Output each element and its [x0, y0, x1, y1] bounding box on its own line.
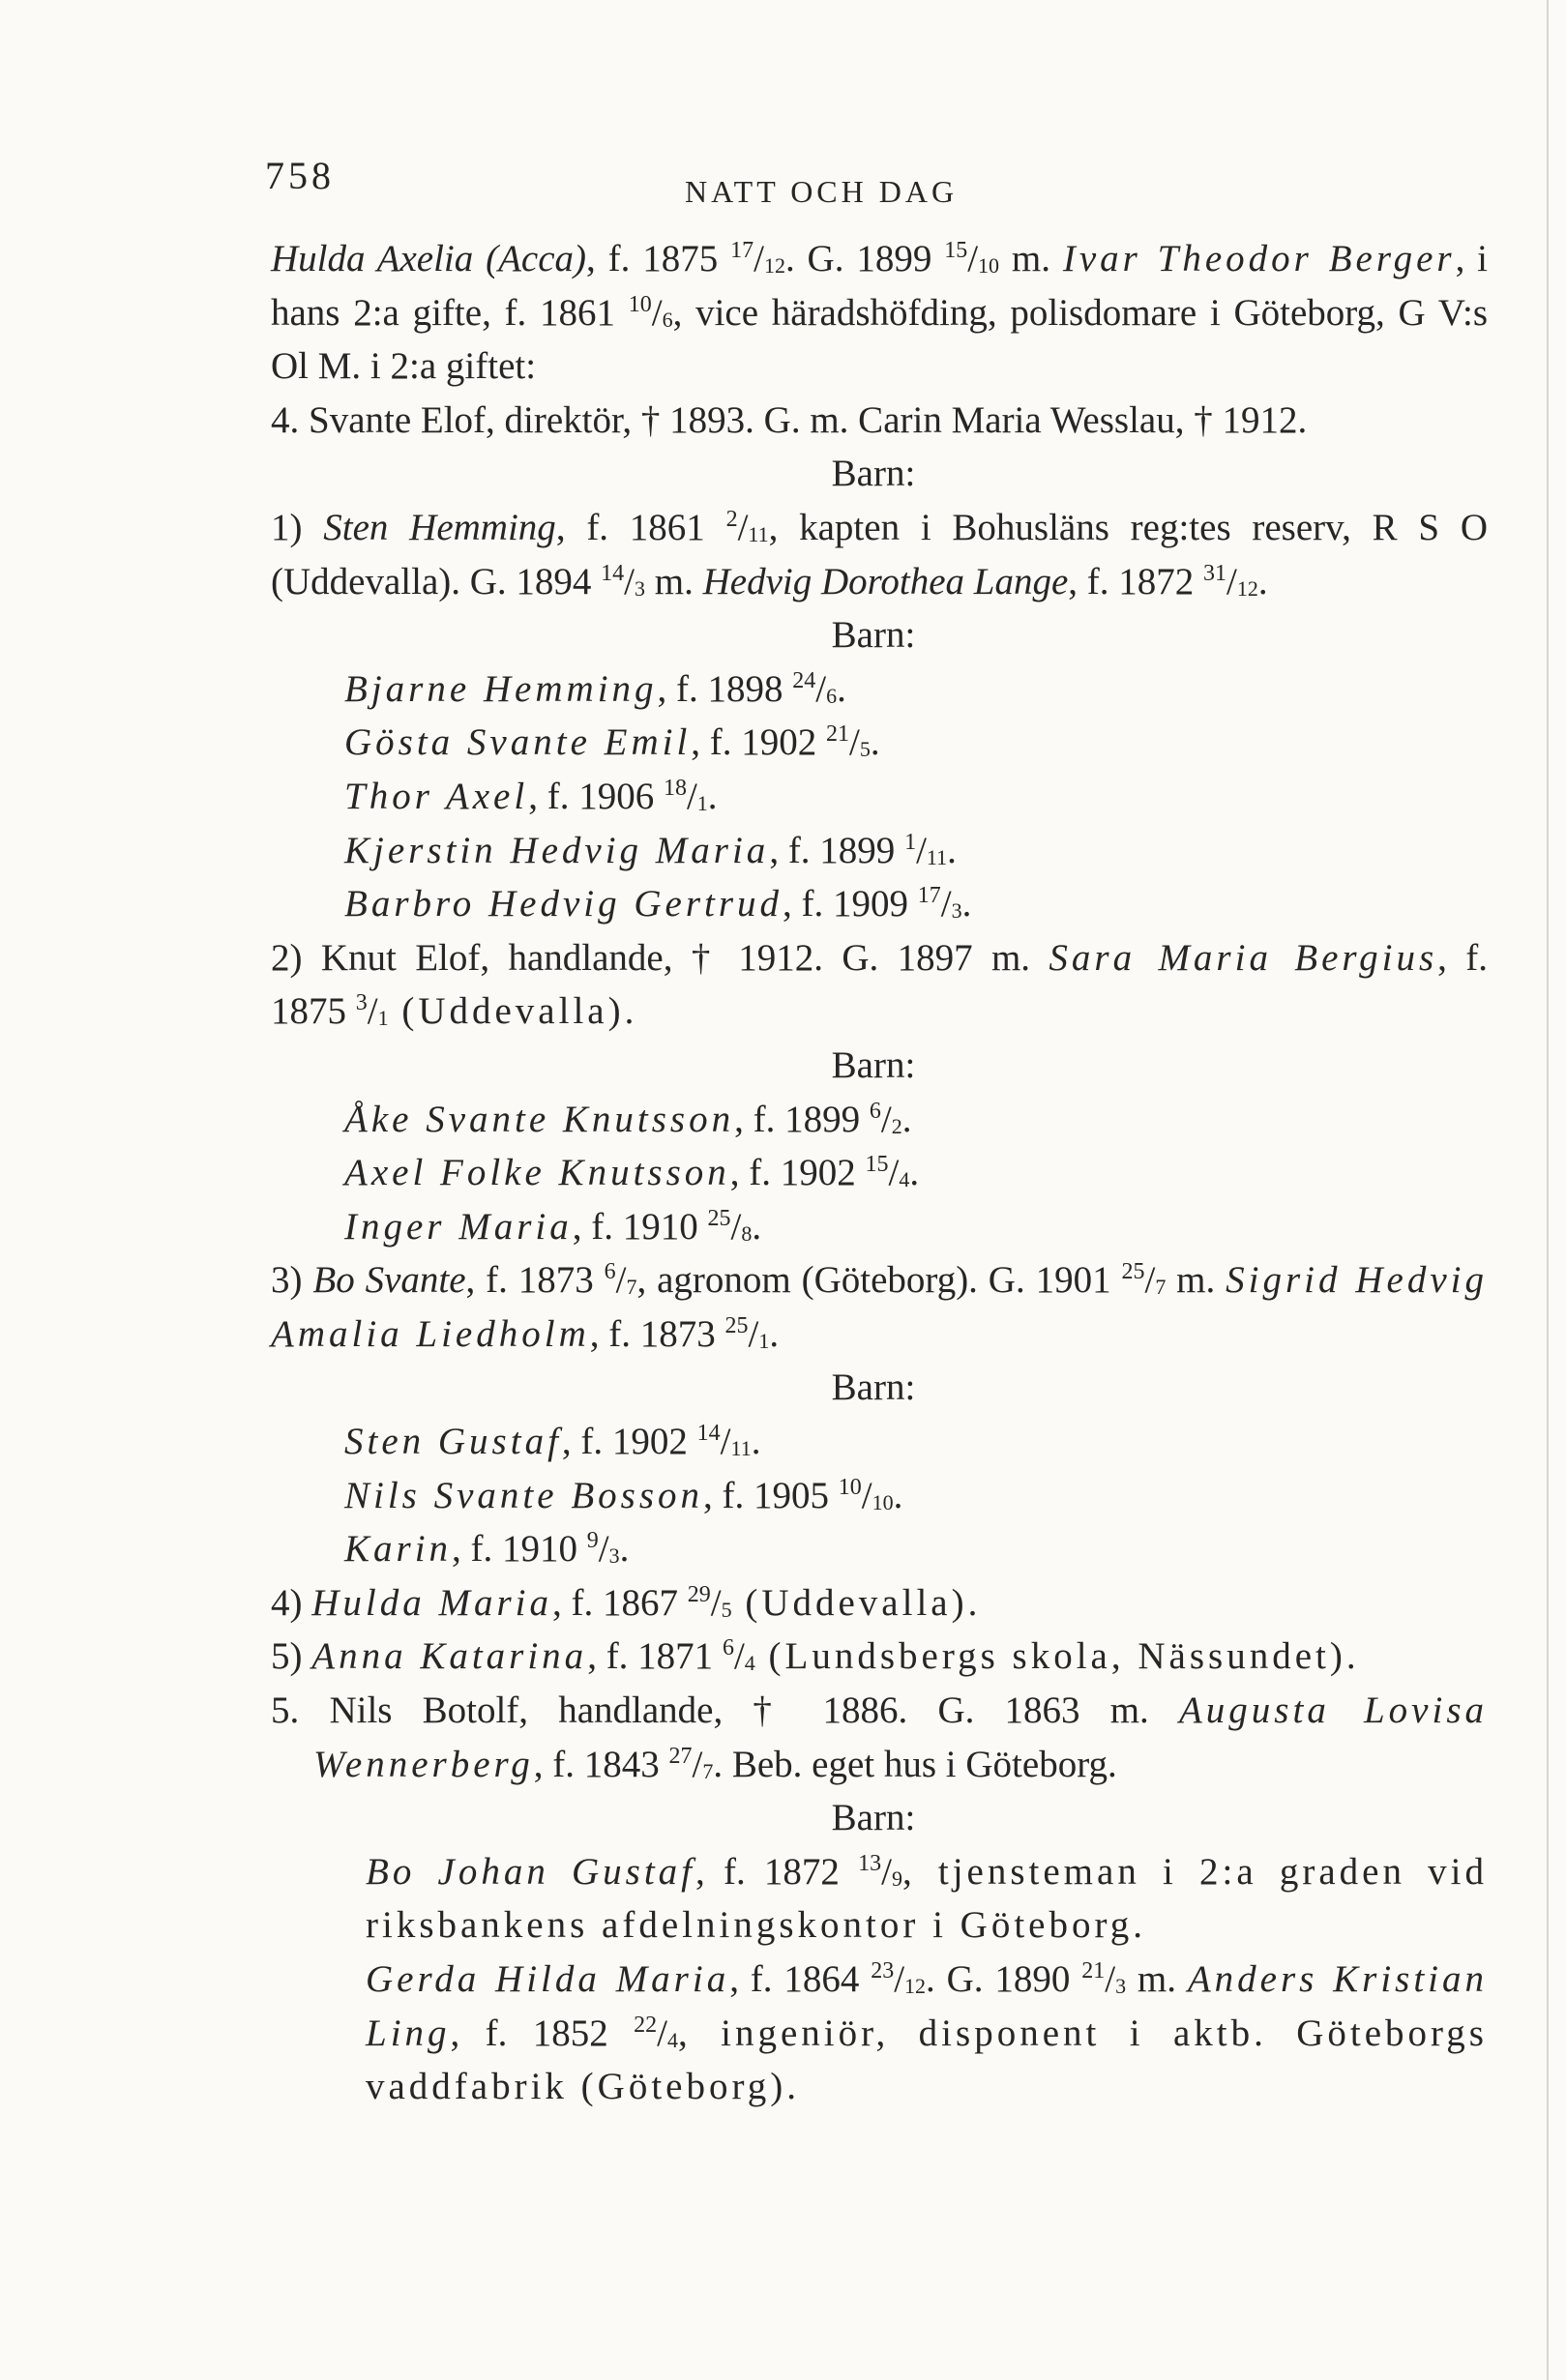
birth-day: 18 [663, 775, 687, 801]
entry-end: . [901, 1098, 912, 1140]
entry-number: 3) [271, 1259, 303, 1302]
marriage-text: . G. 1890 [926, 1958, 1071, 2000]
entry-text: Knut Elof, handlande, † 1912. G. 1897 m. [320, 936, 1031, 979]
birth-month: 5 [859, 737, 871, 762]
entry-bo-svante: 3) Bo Svante, f. 1873 $^6/_7$, agronom (Göteborg). G. 1901 $^{25}/_7$ m. Sigrid Hedvig Amalia Liedholm, f. 1873 $^{25}/_1$. [271, 1259, 1488, 1355]
spouse-name: Augusta Lovisa Wennerberg [313, 1690, 1489, 1785]
person-name: Gösta Svante Emil [344, 721, 692, 764]
birth-day: 6 [869, 1098, 881, 1124]
birth-day: 14 [696, 1421, 721, 1447]
child-entry: Kjerstin Hedvig Maria, f. 1899 $^1/_{11}$. [344, 829, 957, 871]
spouse-birth-month: 7 [702, 1758, 714, 1783]
person-name: Bo Svante [312, 1259, 466, 1302]
spouse-birth-day: 22 [634, 2012, 658, 2038]
birth-text: , f. 1872 [695, 1850, 840, 1893]
child-entry: Barbro Hedvig Gertrud, f. 1909 $^{17}/_3$. [344, 883, 972, 926]
marriage-month: 10 [978, 253, 1000, 278]
child-entry: Bo Johan Gustaf, f. 1872 $^{13}/_9$, tjensteman i 2:a graden vid riksbankens afdelningskontor i Göteborg. [366, 1850, 1488, 1947]
entry-knut-elof: 2) Knut Elof, handlande, † 1912. G. 1897 m. Sara Maria Bergius, f. 1875 $^3/_1$ (Uddevalla). [271, 936, 1489, 1033]
spouse-occupation: , ingeniör, disponent i aktb. Göteborgs vaddfabrik (Göteborg). [366, 2012, 1488, 2108]
entry-number: 4) [271, 1581, 303, 1624]
person-name: Axel Folke Knutsson [344, 1152, 730, 1194]
birth-month: 12 [763, 253, 785, 278]
birth-month: 4 [744, 1651, 755, 1676]
page-number: 758 [265, 154, 335, 197]
spouse-details: , f. 1852 [450, 2012, 608, 2054]
entry-svante-elof [259, 394, 1488, 448]
entry-number: 5. [271, 1690, 300, 1732]
person-name: Thor Axel [344, 775, 529, 817]
birth-text: , f. 1910 [452, 1528, 578, 1571]
birth-day: 21 [826, 721, 850, 748]
birth-text: , f. 1902 [691, 721, 817, 764]
person-name: Hulda Axelia (Acca) [271, 238, 587, 279]
entry-text: Svante Elof, direktör, † 1893. G. m. Carin Maria Wesslau, † 1912. [309, 398, 1308, 441]
birth-text: , f. 1861 [555, 506, 705, 548]
birth-day: 24 [792, 667, 816, 693]
marriage-day: 14 [601, 560, 625, 586]
entry-details: , kapten i Bohusläns reg:tes reserv, R S O (Uddevalla). G. 1894 [271, 506, 1489, 602]
person-name: Hulda Maria [311, 1581, 552, 1624]
entry-sten-hemming: 1) Sten Hemming, f. 1861 $^2/_{11}$, kapten i Bohusläns reg:tes reserv, R S O (Uddevalla). G. 1894 $^{14}/_3$ m. Hedvig Dorothea Lange, f. 1872 $^{31}/_{12}$. [271, 506, 1489, 602]
birth-month: 1 [696, 790, 708, 815]
entry-hulda-maria: 4) Hulda Maria, f. 1867 $^{29}/_5$ (Uddevalla). [271, 1581, 982, 1624]
birth-month: 12 [904, 1974, 927, 1998]
marriage-to: m. [1126, 1958, 1176, 2000]
spouse-place: (Uddevalla). [388, 990, 638, 1033]
spouse-name: Ivar Theodor Berger [1062, 238, 1456, 279]
person-name: Nils Svante Bosson [344, 1474, 703, 1516]
entry-number: 5) [271, 1635, 303, 1678]
spouse-name: Anders Kristian Ling [366, 1958, 1489, 2054]
birth-day: 9 [586, 1528, 599, 1554]
person-name: Gerda Hilda Maria [366, 1958, 730, 2000]
entry-hulda-axelia: Hulda Axelia (Acca), f. 1875 $^{17}/_{12}$. G. 1899 $^{15}/_{10}$ m. Ivar Theodor Berger, i hans 2:a gifte, f. 1861 $^{10}/_6$, vice häradshöfding, polisdomare i Göteborg, G V:s Ol M. i 2:a giftet: [271, 238, 1489, 388]
birth-month: 2 [891, 1113, 902, 1138]
spouse-birth-month: 1 [758, 1328, 770, 1353]
entry-nils-botolf: 5. Nils Botolf, handlande, † 1886. G. 1863 m. Augusta Lovisa Wennerberg, f. 1843 $^{27}/_7$. Beb. eget hus i Göteborg. [271, 1690, 1489, 1785]
spouse-birth-day: 27 [668, 1743, 693, 1769]
child-entry: Inger Maria, f. 1910 $^{25}/_8$. [344, 1205, 762, 1248]
marriage-month: 3 [1115, 1974, 1127, 1998]
spouse-birth-day: 10 [628, 291, 652, 317]
birth-day: 2 [725, 506, 738, 532]
entry-end: . [909, 1152, 920, 1194]
spouse-details: , f. 1873 [589, 1312, 716, 1355]
birth-text: , f. 1906 [528, 775, 655, 817]
spouse-details: , i hans 2:a gifte, f. 1861 [271, 238, 1489, 334]
entry-number: 1) [271, 506, 303, 548]
person-name: Inger Maria [344, 1205, 573, 1248]
birth-text: , f. 1905 [703, 1474, 829, 1516]
person-name: Kjerstin Hedvig Maria [344, 829, 770, 871]
entry-end: . [619, 1528, 630, 1571]
book-page [259, 145, 1488, 2114]
spouse-birth-day: 25 [724, 1312, 749, 1338]
child-entry: Thor Axel, f. 1906 $^{18}/_1$. [344, 775, 718, 817]
spouse-birth-month: 6 [662, 307, 673, 332]
person-name: Sten Hemming [323, 506, 556, 548]
birth-day: 15 [865, 1152, 889, 1178]
spouse-name: Sara Maria Bergius [1049, 936, 1438, 979]
birth-day: 17 [730, 238, 754, 263]
birth-day: 25 [707, 1205, 731, 1231]
page-edge-line [1547, 0, 1549, 2380]
entry-end: . [961, 883, 972, 926]
person-name: Barbro Hedvig Gertrud [344, 883, 783, 926]
birth-month: 9 [891, 1866, 902, 1891]
birth-month: 3 [951, 898, 962, 924]
birth-day: 1 [904, 829, 917, 855]
birth-day: 23 [871, 1958, 895, 1983]
child-entry: Sten Gustaf, f. 1902 $^{14}/_{11}$. [344, 1421, 761, 1463]
spouse-name: Sigrid Hedvig Amalia Liedholm [271, 1259, 1488, 1355]
children-label: Barn: [831, 1043, 916, 1086]
genealogy-text [259, 232, 1488, 2114]
spouse-details: , f. 1872 [1068, 560, 1195, 602]
spouse-birth-day: 31 [1203, 560, 1227, 586]
birth-month: 3 [608, 1543, 620, 1569]
page-header [259, 145, 1488, 232]
person-name: Åke Svante Knutsson [344, 1098, 735, 1140]
entry-end: . [947, 829, 957, 871]
birth-month: 11 [926, 844, 948, 869]
entry-end: . [752, 1205, 762, 1248]
children-label: Barn: [831, 614, 916, 657]
person-name: Sten Gustaf [344, 1421, 562, 1463]
birth-month: 5 [721, 1597, 732, 1622]
birth-text: , f. 1864 [729, 1958, 860, 2000]
person-name: Karin [344, 1528, 453, 1571]
spouse-birth-month: 1 [377, 1006, 389, 1031]
birth-text: , f. 1873 [465, 1259, 594, 1302]
children-label: Barn: [831, 453, 916, 495]
birth-month: 10 [872, 1489, 894, 1514]
birth-day: 6 [604, 1259, 616, 1285]
residence-text: . Beb. eget hus i Göteborg. [713, 1743, 1117, 1785]
birth-text: , f. 1909 [783, 883, 909, 926]
spouse-details: , f. 1875 [271, 936, 1489, 1033]
entry-anna-katarina: 5) Anna Katarina, f. 1871 $^6/_4$ (Lundsbergs skola, Nässundet). [271, 1635, 1360, 1678]
birth-text: , f. 1902 [561, 1421, 688, 1463]
person-name: Bo Johan Gustaf [366, 1850, 696, 1893]
birth-text: , f. 1867 [552, 1581, 678, 1624]
child-entry: Gerda Hilda Maria, f. 1864 $^{23}/_{12}$. G. 1890 $^{21}/_3$ m. Anders Kristian Ling, f. 1852 $^{22}/_4$, ingeniör, disponent i aktb. Göteborgs vaddfabrik (Göteborg). [366, 1958, 1489, 2108]
spouse-birth-month: 4 [667, 2027, 679, 2052]
birth-day: 6 [722, 1635, 734, 1661]
birth-text: , f. 1910 [572, 1205, 698, 1248]
entry-end: . [1257, 560, 1268, 602]
birth-month: 11 [748, 521, 769, 546]
marriage-month: 3 [635, 575, 645, 601]
spouse-title: , vice häradshöfding, polisdomare i Göteborg, G V:s Ol M. i 2:a giftet: [271, 291, 1488, 388]
birth-month: 6 [826, 683, 838, 708]
marriage-to: m. [645, 560, 694, 602]
birth-month: 8 [741, 1220, 753, 1246]
birth-text: , f. 1898 [657, 667, 783, 710]
entry-details: , tjensteman i 2:a graden vid riksbankens afdelningskontor i Göteborg. [366, 1850, 1488, 1947]
entry-number: 4. [271, 398, 300, 441]
birth-text: , f. 1899 [769, 829, 896, 871]
child-entry: Bjarne Hemming, f. 1898 $^{24}/_6$. [344, 667, 846, 710]
birth-text: , f. 1902 [729, 1152, 856, 1194]
children-label: Barn: [831, 1797, 916, 1839]
entry-details: (Lundsbergs skola, Nässundet). [754, 1635, 1360, 1678]
entry-end: . [751, 1421, 761, 1463]
person-name: Bjarne Hemming [344, 667, 658, 710]
spouse-birth-month: 12 [1236, 575, 1258, 601]
birth-text: , f. 1871 [587, 1635, 714, 1678]
marriage-month: 7 [1155, 1275, 1167, 1300]
entry-number: 2) [271, 936, 303, 979]
marriage-text: . G. 1899 [784, 238, 932, 279]
birth-day: 17 [917, 883, 941, 909]
entry-end: . [707, 775, 718, 817]
spouse-birth-day: 3 [355, 990, 368, 1016]
entry-end: . [870, 721, 880, 764]
child-entry: Nils Svante Bosson, f. 1905 $^{10}/_{10}$. [344, 1474, 903, 1516]
spouse-details: , f. 1843 [533, 1743, 660, 1785]
running-title: NATT OCH DAG [685, 174, 959, 209]
child-entry: Axel Folke Knutsson, f. 1902 $^{15}/_4$. [344, 1152, 920, 1194]
marriage-day: 15 [944, 238, 968, 263]
spouse-name: Hedvig Dorothea Lange [702, 560, 1069, 602]
children-label: Barn: [831, 1366, 916, 1409]
birth-day: 13 [858, 1850, 882, 1876]
birth-month: 11 [730, 1436, 752, 1461]
marriage-day: 25 [1121, 1259, 1145, 1285]
child-entry: Karin, f. 1910 $^9/_3$. [344, 1528, 630, 1571]
marriage-day: 21 [1081, 1958, 1106, 1983]
birth-day: 29 [687, 1581, 711, 1607]
entry-text: Nils Botolf, handlande, † 1886. G. 1863 m. [329, 1690, 1149, 1732]
child-entry: Gösta Svante Emil, f. 1902 $^{21}/_5$. [344, 721, 880, 764]
marriage-to: m. [999, 238, 1050, 279]
entry-details: (Uddevalla). [731, 1581, 982, 1624]
entry-end: . [837, 667, 846, 710]
entry-details: , agronom (Göteborg). G. 1901 [636, 1259, 1111, 1302]
birth-month: 7 [626, 1275, 637, 1300]
birth-day: 10 [838, 1474, 862, 1500]
birth-text: , f. 1899 [734, 1098, 861, 1140]
marriage-to: m. [1166, 1259, 1216, 1302]
birth-month: 4 [899, 1167, 910, 1192]
person-name: Anna Katarina [311, 1635, 588, 1678]
birth-text: f. 1875 [607, 238, 719, 279]
entry-end: . [893, 1474, 903, 1516]
child-entry: Åke Svante Knutsson, f. 1899 $^6/_2$. [344, 1098, 912, 1140]
entry-end: . [769, 1312, 780, 1355]
